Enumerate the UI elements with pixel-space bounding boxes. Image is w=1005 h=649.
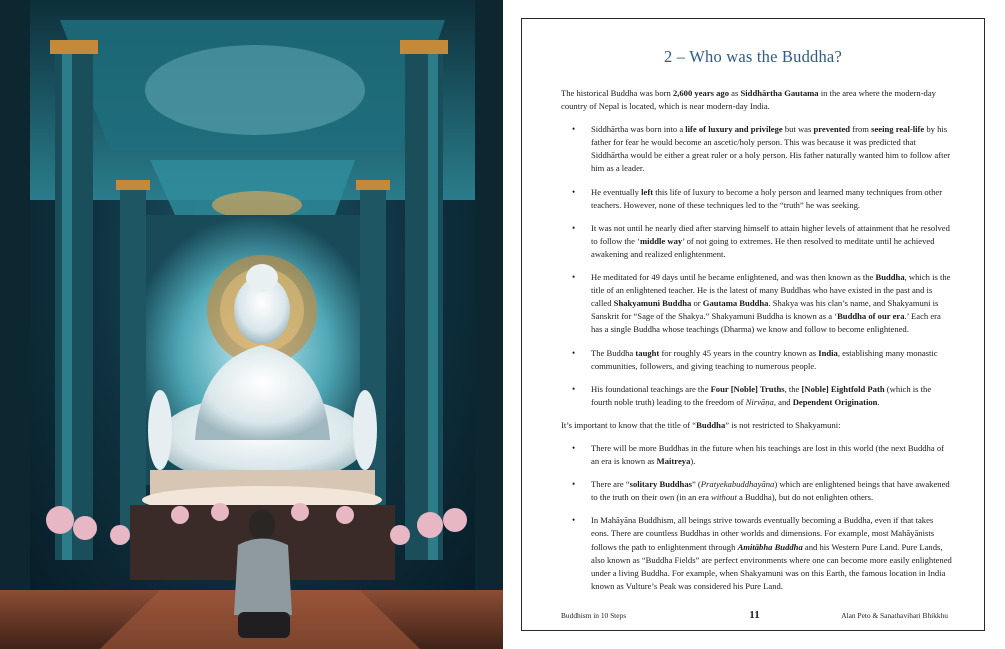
bullet-icon: •: [572, 479, 576, 490]
text-run: as: [729, 88, 741, 98]
text-run: without: [711, 492, 737, 503]
text-run: Four [Noble] Truths: [710, 383, 785, 394]
list-item: [561, 271, 953, 336]
text-run: , which is the title of an enlightened teacher. He is the latest of many Buddhas who have existed in the past and is called: [591, 272, 951, 309]
text-run: Dependent Origination: [792, 396, 878, 407]
list-item: [561, 383, 953, 409]
text-run: In Mahāyāna Buddhism, all beings strive towards eventually becoming a Buddha, even if that takes eons. There are countless Buddhas in other worlds and dimensions. For example, most Mahāyānists follows the path to enlightenment through: [591, 515, 935, 552]
text-run: for roughly 45 years in the country known as: [659, 347, 819, 358]
text-run: Maitreya: [656, 456, 691, 467]
footer-book-title: Buddhism in 10 Steps: [561, 611, 627, 620]
text-run: The historical Buddha was born: [561, 88, 673, 98]
text-run: seeing real-life: [871, 124, 925, 135]
page-footer: [561, 606, 948, 620]
text-run: .: [877, 396, 880, 407]
bullet-icon: •: [572, 515, 576, 526]
text-run: It’s important to know that the title of “: [561, 419, 697, 430]
text-run: [Noble] Eightfold Path: [801, 383, 885, 394]
page-content: [561, 87, 953, 603]
list-item: [561, 478, 953, 504]
bullet-icon: •: [572, 442, 576, 453]
text-run: Pratyekabuddhayāna: [700, 479, 775, 490]
text-run: , the: [784, 383, 802, 394]
bullet-icon: •: [572, 222, 576, 233]
text-run: It was not until he nearly died after starving himself to attain higher levels of attainment that he resolved to follow the ‘: [591, 222, 950, 246]
text-run: ” is not restricted to Shakyamuni:: [725, 419, 841, 430]
text-run: Buddha of our era: [837, 311, 905, 322]
text-run: left: [641, 186, 654, 197]
text-run: Shakyamuni Buddha: [613, 298, 692, 309]
text-run: Buddha: [875, 272, 905, 283]
intro-paragraph: [561, 87, 953, 113]
text-run: by his father for fear he would become an ascetic/holy person. This was because it was predicted that Siddhārtha would be either a great ruler or a holy person. His father naturally wanted him to follow after him as a leader.: [591, 124, 951, 174]
text-run: Siddhārtha Gautama: [740, 88, 819, 98]
text-run: He eventually: [591, 186, 642, 197]
bullet-list-buddha-life: [561, 123, 953, 409]
text-run: Buddha: [696, 419, 726, 430]
footer-authors: Alan Peto & Sanathavihari Bhikkhu: [841, 611, 948, 620]
list-item: [561, 186, 953, 212]
text-run: or: [691, 298, 703, 309]
text-run: Siddhārtha was born into a: [591, 124, 686, 135]
text-run: a Buddha), but do not enlighten others.: [736, 492, 874, 503]
text-run: but was: [782, 124, 814, 135]
list-item: [561, 347, 953, 373]
bullet-list-buddha-title: [561, 442, 953, 593]
middle-paragraph: [561, 419, 953, 432]
text-run: , and: [773, 396, 793, 407]
bullet-icon: •: [572, 383, 576, 394]
list-item: [561, 123, 953, 175]
text-run: His foundational teachings are the: [591, 383, 711, 394]
text-run: . Shakya was his clan’s name, and Shakyamuni is Sanskrit for “Sage of the Shakya.” Shakyamuni Buddha is known as a ‘: [591, 298, 939, 322]
text-run: Gautama Buddha: [702, 298, 769, 309]
text-run: ) which are enlightened beings that have awakened to the truth on their own (in an era: [591, 479, 950, 503]
text-run: He meditated for 49 days until he became enlightened, and was then known as the: [591, 272, 876, 283]
text-run: solitary Buddhas: [629, 479, 692, 490]
text-run: ’ of not going to extremes. He then resolved to meditate until he achieved awakening and realized enlightenment.: [591, 235, 935, 259]
text-run: from: [850, 124, 872, 135]
text-run: life of luxury and privilege: [685, 124, 783, 135]
list-item: [561, 222, 953, 261]
text-run: There are “: [591, 479, 630, 490]
text-run: There will be more Buddhas in the future when his teachings are lost in this world (the next Buddha of an era is known as: [591, 442, 944, 467]
bullet-icon: •: [572, 124, 576, 135]
text-run: ).: [690, 456, 696, 467]
text-run: ” (: [691, 479, 701, 490]
page-number: 11: [749, 609, 760, 621]
list-item: [561, 442, 953, 468]
bullet-icon: •: [572, 272, 576, 283]
text-run: prevented: [813, 124, 851, 135]
text-run: Nirvāṇa: [745, 396, 774, 407]
bullet-icon: •: [572, 347, 576, 358]
text-run: The Buddha: [591, 347, 636, 358]
list-item: [561, 514, 953, 593]
page-title: 2 – Who was the Buddha?: [664, 47, 842, 66]
text-run: middle way: [639, 235, 683, 246]
text-run: (which is the fourth noble truth) leading to the freedom of: [591, 383, 932, 407]
text-run: and his Western Pure Land. Pure Lands, also known as “Buddha Fields” are perfect environments where one can become more easily enlightened under a living Buddha. For example, when Shakyamuni was on this Earth, the famous location in India known as Vulture’s Peak was considered his Pure Land.: [591, 541, 952, 591]
text-run: taught: [635, 347, 660, 358]
text-run: India: [818, 347, 838, 358]
text-run: Amitābha Buddha: [737, 541, 803, 552]
text-run: , establishing many monastic communities, followers, and giving teaching to numerous people.: [591, 347, 938, 371]
book-page: [521, 18, 985, 631]
text-run: 2,600 years ago: [672, 88, 730, 98]
text-run: in the area where the modern-day country of Nepal is located, which is near modern-day India.: [561, 88, 936, 112]
text-run: this life of luxury to become a holy person and learned many techniques from other teachers. However, none of these techniques led to the “truth” he was seeking.: [591, 186, 943, 210]
text-run: .’ Each era has a single Buddha whose teachings (Dharma) we know and follow to become enlightened.: [591, 311, 941, 335]
bullet-icon: •: [572, 186, 576, 197]
